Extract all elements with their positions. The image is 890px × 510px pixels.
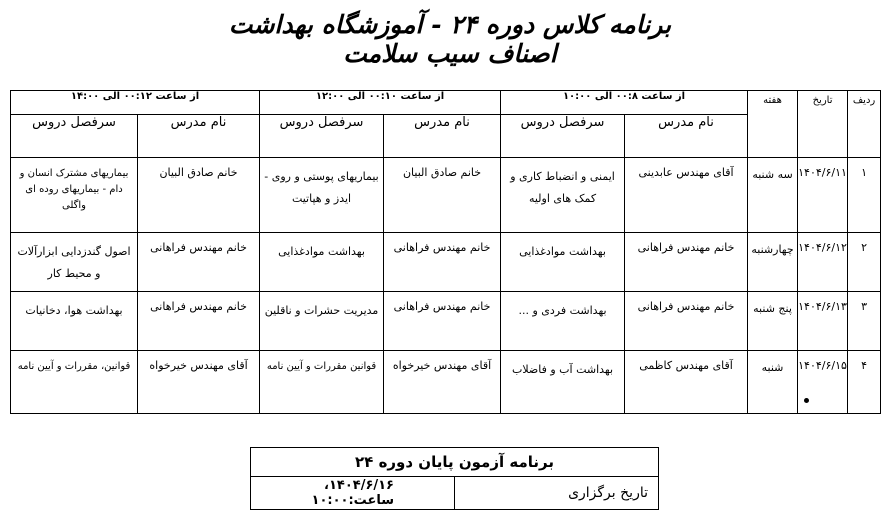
topic-cell: بهداشت موادغذایی bbox=[260, 233, 384, 292]
header-week: هفته bbox=[748, 91, 798, 158]
teacher-cell: خانم مهندس فراهانی bbox=[625, 292, 748, 351]
teacher-cell: خانم مهندس فراهانی bbox=[384, 292, 501, 351]
row-day: چهارشنبه bbox=[748, 233, 798, 292]
topic-cell: اصول گندزدایی ابزارآلات و محیط کار bbox=[11, 233, 138, 292]
topic-cell: بهداشت آب و فاضلاب bbox=[501, 351, 625, 414]
row-day: پنج شنبه bbox=[748, 292, 798, 351]
row-day: شنبه bbox=[748, 351, 798, 414]
teacher-cell: آقای مهندس کاظمی bbox=[625, 351, 748, 414]
topic-cell: بیماریهای مشترک انسان و دام - بیماریهای روده ای واگلی bbox=[11, 158, 138, 233]
topic-cell: بهداشت فردی و ... bbox=[501, 292, 625, 351]
topic-cell: قوانین، مقررات و آیین نامه bbox=[11, 351, 138, 414]
teacher-cell: آقای مهندس خیرخواه bbox=[384, 351, 501, 414]
row-date: ۱۴۰۴/۶/۱۱ bbox=[798, 158, 848, 233]
topic-cell: ایمنی و انضباط کاری و کمک های اولیه bbox=[501, 158, 625, 233]
table-row bbox=[11, 233, 881, 292]
row-number: ۱ bbox=[848, 158, 881, 233]
topic-cell: بهداشت موادغذایی bbox=[501, 233, 625, 292]
topic-cell: قوانین مقررات و آیین نامه bbox=[260, 351, 384, 414]
header-topic-3: سرفصل دروس bbox=[11, 115, 138, 158]
table-row bbox=[11, 292, 881, 351]
row-date: ۱۴۰۴/۶/۱۵ bbox=[798, 351, 848, 414]
exam-schedule-table bbox=[250, 447, 659, 510]
exam-date-value: ۱۴۰۴/۶/۱۶، ساعت:۱۰:۰۰ bbox=[251, 477, 455, 510]
teacher-cell: آقای مهندس عابدینی bbox=[625, 158, 748, 233]
row-day: سه شنبه bbox=[748, 158, 798, 233]
exam-title: برنامه آزمون پایان دوره ۲۴ bbox=[251, 448, 659, 477]
teacher-cell: خانم مهندس فراهانی bbox=[138, 292, 260, 351]
header-teacher-3: نام مدرس bbox=[138, 115, 260, 158]
table-row bbox=[11, 158, 881, 233]
table-row bbox=[11, 351, 881, 414]
header-topic-2: سرفصل دروس bbox=[260, 115, 384, 158]
row-number: ۳ bbox=[848, 292, 881, 351]
header-row-times bbox=[11, 91, 881, 115]
header-teacher-2: نام مدرس bbox=[384, 115, 501, 158]
class-schedule-table bbox=[10, 90, 881, 414]
row-number: ۴ bbox=[848, 351, 881, 414]
header-slot-3: از ساعت ۰۰:۱۲ الی ۱۴:۰۰ bbox=[11, 91, 260, 115]
header-slot-1: از ساعت ۰۰:۸ الی ۱۰:۰۰ bbox=[501, 91, 748, 115]
teacher-cell: خانم مهندس فراهانی bbox=[384, 233, 501, 292]
row-number: ۲ bbox=[848, 233, 881, 292]
teacher-cell: خانم صادق البیان bbox=[384, 158, 501, 233]
topic-cell: بهداشت هوا، دخانیات bbox=[11, 292, 138, 351]
header-teacher-1: نام مدرس bbox=[625, 115, 748, 158]
teacher-cell: خانم مهندس فراهانی bbox=[138, 233, 260, 292]
row-date: ۱۴۰۴/۶/۱۳ bbox=[798, 292, 848, 351]
teacher-cell: آقای مهندس خیرخواه bbox=[138, 351, 260, 414]
topic-cell: بیماریهای پوستی و روی - ایدز و هپاتیت bbox=[260, 158, 384, 233]
teacher-cell: خانم مهندس فراهانی bbox=[625, 233, 748, 292]
header-date: تاریخ bbox=[798, 91, 848, 158]
header-row-no: ردیف bbox=[848, 91, 881, 158]
row-date: ۱۴۰۴/۶/۱۲ bbox=[798, 233, 848, 292]
page-title: برنامه کلاس دوره ۲۴ - آموزشگاه بهداشت اصناف سیب سلامت bbox=[228, 10, 672, 68]
topic-cell: مدیریت حشرات و ناقلین bbox=[260, 292, 384, 351]
teacher-cell: خانم صادق البیان bbox=[138, 158, 260, 233]
exam-date-label: تاریخ برگزاری bbox=[455, 477, 659, 510]
header-topic-1: سرفصل دروس bbox=[501, 115, 625, 158]
header-slot-2: از ساعت ۰۰:۱۰ الی ۱۲:۰۰ bbox=[260, 91, 501, 115]
bullet-dot bbox=[804, 398, 809, 403]
